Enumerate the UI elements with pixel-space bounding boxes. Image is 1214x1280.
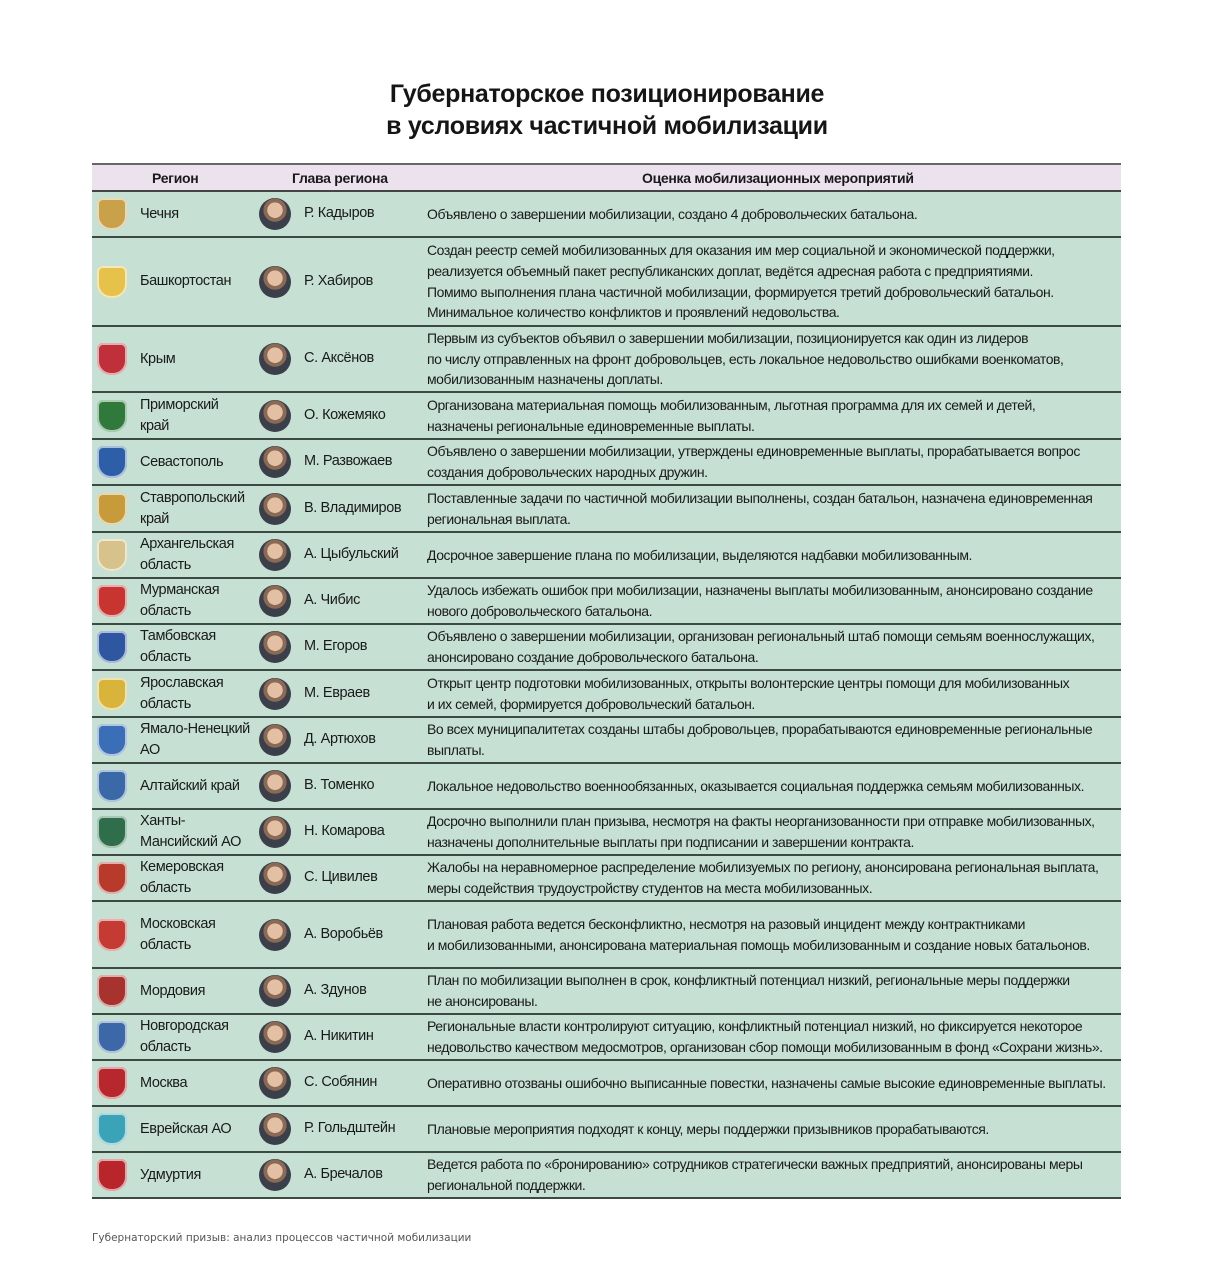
region-name: Московская область [140, 915, 216, 953]
governor-name: Р. Хабиров [304, 272, 373, 289]
governor-name: В. Томенко [304, 777, 375, 793]
assessment-text [427, 488, 1092, 529]
assessment-text [427, 395, 1035, 436]
assessment-line: Помимо выполнения плана частичной мобилизации, формируется третий добровольческий батальон. [427, 283, 1054, 300]
header-assessment: Оценка мобилизационных мероприятий [642, 170, 914, 186]
assessment-text [427, 1119, 989, 1140]
table-row [92, 625, 1121, 671]
region-emblem-icon [97, 446, 127, 478]
governor-name: А. Бречалов [304, 1166, 383, 1182]
region-emblem-icon [97, 975, 127, 1007]
governor-name: М. Евраев [304, 684, 370, 701]
table-row [92, 969, 1121, 1015]
governor-name: Р. Кадыров [304, 205, 375, 221]
assessment-line: Объявлено о завершении мобилизации, утверждены единовременные выплаты, прорабатывается вопрос [427, 443, 1080, 460]
assessment-line: меры содействия трудоустройству студентов на места мобилизованных. [427, 880, 873, 896]
table-row [92, 192, 1121, 238]
region-emblem-icon [97, 862, 127, 894]
region-emblem-icon [97, 266, 127, 298]
region-emblem-icon [97, 678, 127, 710]
assessment-line: назначены дополнительные выплаты при подписании и завершении контракта. [427, 834, 914, 850]
table-row [92, 718, 1121, 764]
assessment-line: Объявлено о завершении мобилизации, организован региональный штаб помощи семьям военнослужащих, [427, 628, 1095, 645]
assessment-line: Оперативно отозваны ошибочно выписанные повестки, назначены самые высокие единовременные выплаты. [427, 1074, 1106, 1091]
assessment-text [427, 580, 1093, 621]
region-name: Новгородская область [140, 1018, 229, 1055]
region-emblem-icon [97, 1021, 127, 1053]
region-name: Кемеровская область [140, 859, 224, 896]
region-emblem-icon [97, 770, 127, 802]
page-title [0, 78, 1214, 142]
assessment-line: Локальное недовольство военнообязанных, оказывается социальная поддержка семьям мобилизованных. [427, 777, 1085, 794]
region-name: Севастополь [140, 453, 224, 470]
assessment-line: Открыт центр подготовки мобилизованных, открыты волонтерские центры помощи для мобилизованных [427, 674, 1070, 691]
governor-portrait [259, 343, 291, 375]
governor-portrait [259, 198, 291, 230]
assessment-line: и мобилизованными, анонсирована материальная помощь мобилизованным и создание новых батальонов. [427, 936, 1090, 953]
assessment-line: План по мобилизации выполнен в срок, конфликтный потенциал низкий, региональные меры поддержки [427, 972, 1070, 989]
footer-caption: Губернаторский призыв: анализ процессов частичной мобилизации [92, 1232, 472, 1244]
assessment-line: Удалось избежать ошибок при мобилизации, назначены выплаты мобилизованным, анонсировано создание [427, 582, 1093, 599]
table-row [92, 902, 1121, 969]
region-name: Мордовия [140, 982, 206, 999]
table-row [92, 579, 1121, 625]
governor-portrait [259, 1021, 291, 1053]
assessment-line: Объявлено о завершении мобилизации, создано 4 добровольческих батальона. [427, 205, 918, 222]
assessment-text [427, 545, 972, 566]
governor-name: А. Никитин [304, 1028, 374, 1044]
assessment-line: анонсировано создание добровольческого батальона. [427, 649, 759, 665]
region-emblem-icon [97, 198, 127, 230]
assessment-text [427, 626, 1094, 667]
assessment-line: мобилизованным назначены доплаты. [427, 371, 663, 388]
governor-name: А. Чибис [304, 592, 360, 608]
region-name: Москва [140, 1074, 188, 1091]
governor-name: М. Развожаев [304, 453, 393, 469]
table-row [92, 440, 1121, 486]
assessment-text [427, 673, 1069, 714]
assessment-line: Жалобы на неравномерное распределение мобилизуемых по региону, анонсирована региональная выплата, [427, 859, 1099, 876]
governor-portrait [259, 539, 291, 571]
assessment-line: выплаты. [427, 742, 485, 758]
region-emblem-icon [97, 539, 127, 571]
governor-name: А. Цыбульский [304, 546, 399, 562]
governor-portrait [259, 1159, 291, 1191]
assessment-line: региональная выплата. [427, 510, 571, 527]
governor-portrait [259, 1113, 291, 1145]
region-emblem-icon [97, 343, 127, 375]
governor-portrait [259, 678, 291, 710]
governor-portrait [259, 862, 291, 894]
governor-portrait [259, 919, 291, 951]
governor-name: Н. Комарова [304, 823, 385, 839]
header-region: Регион [152, 170, 199, 186]
governor-portrait [259, 446, 291, 478]
assessment-line: реализуется объемный пакет республиканских доплат, ведётся адресная работа с предприятиями. [427, 262, 1033, 279]
governor-portrait [259, 493, 291, 525]
table-row [92, 856, 1121, 902]
table-row [92, 486, 1121, 533]
assessment-text [427, 811, 1095, 852]
governor-name: С. Аксёнов [304, 350, 374, 366]
region-name: Архангельская область [140, 536, 234, 573]
region-name: Ямало-Ненецкий АО [140, 721, 250, 758]
assessment-line: региональной поддержки. [427, 1177, 586, 1193]
assessment-text [427, 441, 1080, 482]
table-row [92, 1015, 1121, 1061]
region-name: Крым [140, 350, 176, 367]
assessment-text [427, 719, 1092, 760]
region-name: Мурманская область [140, 582, 220, 619]
table-row [92, 810, 1121, 856]
region-name: Приморский край [140, 396, 219, 434]
assessment-line: Плановые мероприятия подходят к концу, меры поддержки призывников прорабатываются. [427, 1120, 989, 1137]
region-emblem-icon [97, 816, 127, 848]
governor-portrait [259, 1067, 291, 1099]
governor-name: С. Собянин [304, 1074, 378, 1090]
assessment-text [427, 776, 1084, 797]
assessment-line: Региональные власти контролируют ситуацию, конфликтный потенциал низкий, но фиксируется некоторое [427, 1018, 1083, 1035]
table-header [92, 165, 1121, 192]
table-row [92, 671, 1121, 718]
governor-portrait [259, 585, 291, 617]
title-line-2: в условиях частичной мобилизации [386, 112, 828, 140]
assessment-text [427, 914, 1090, 955]
header-leader: Глава региона [292, 170, 388, 186]
region-name: Чечня [140, 205, 179, 222]
table-row [92, 764, 1121, 810]
region-name: Еврейская АО [140, 1120, 232, 1137]
governor-name: О. Кожемяко [304, 406, 386, 423]
table-row [92, 393, 1121, 440]
table-body [92, 192, 1121, 1199]
table-row [92, 1061, 1121, 1107]
assessment-text [427, 1016, 1103, 1057]
region-name: Удмуртия [140, 1166, 201, 1183]
assessment-line: Первым из субъектов объявил о завершении мобилизации, позиционируется как один из лидеров [427, 329, 1029, 346]
assessment-text [427, 857, 1098, 898]
governor-name: С. Цивилев [304, 869, 378, 885]
region-name: Ярославская область [140, 674, 224, 712]
table-row [92, 1107, 1121, 1153]
region-emblem-icon [97, 919, 127, 951]
assessment-line: нового добровольческого батальона. [427, 603, 653, 619]
assessment-line: Создан реестр семей мобилизованных для оказания им мер социальной и экономической поддержки, [427, 242, 1055, 259]
assessment-line: Ведется работа по «бронированию» сотрудников стратегически важных предприятий, анонсированы меры [427, 1156, 1083, 1173]
assessment-line: Плановая работа ведется бесконфликтно, несмотря на разовый инцидент между контрактниками [427, 915, 1026, 932]
assessment-line: Поставленные задачи по частичной мобилизации выполнены, создан батальон, назначена единовременная [427, 489, 1093, 506]
table-row [92, 327, 1121, 393]
assessment-line: по числу отправленных на фронт добровольцев, есть локальное недовольство ошибками военкоматов, [427, 350, 1064, 367]
region-emblem-icon [97, 724, 127, 756]
assessment-line: создания добровольческих народных дружин. [427, 464, 708, 480]
table-row [92, 533, 1121, 579]
governor-portrait [259, 400, 291, 432]
region-emblem-icon [97, 585, 127, 617]
governor-name: Д. Артюхов [304, 731, 376, 747]
region-emblem-icon [97, 1067, 127, 1099]
governor-portrait [259, 770, 291, 802]
governor-name: А. Здунов [304, 982, 367, 998]
table-row [92, 1153, 1121, 1199]
governor-name: В. Владимиров [304, 499, 402, 516]
assessment-line: назначены региональные единовременные выплаты. [427, 417, 755, 434]
assessment-text [427, 240, 1055, 323]
region-emblem-icon [97, 1113, 127, 1145]
governor-portrait [259, 631, 291, 663]
assessment-text [427, 1073, 1106, 1094]
title-line-1: Губернаторское позиционирование [389, 80, 825, 108]
assessment-line: Минимальное количество конфликтов и проявлений недовольства. [427, 304, 840, 321]
assessment-line: и их семей, формируется добровольческий батальон. [427, 695, 755, 712]
governor-portrait [259, 816, 291, 848]
governor-portrait [259, 975, 291, 1007]
governor-name: М. Егоров [304, 638, 368, 654]
region-name: Алтайский край [140, 777, 240, 794]
assessment-line: Досрочно выполнили план призыва, несмотря на факты неорганизованности при отправке мобилизованных, [427, 813, 1095, 830]
assessment-line: недовольство качеством медосмотров, организован сбор помощи мобилизованным в фонд «Сохрани жизнь». [427, 1039, 1103, 1055]
governor-name: А. Воробьёв [304, 925, 383, 942]
governor-name: Р. Гольдштейн [304, 1120, 396, 1136]
governor-portrait [259, 724, 291, 756]
region-name: Тамбовская область [140, 628, 216, 665]
governors-table [92, 163, 1121, 1199]
assessment-line: Досрочное завершение плана по мобилизации, выделяются надбавки мобилизованным. [427, 546, 972, 563]
region-emblem-icon [97, 400, 127, 432]
region-name: Ханты- Мансийский АО [140, 813, 242, 850]
assessment-line: не анонсированы. [427, 993, 538, 1009]
region-emblem-icon [97, 1159, 127, 1191]
region-name: Ставропольский край [140, 489, 245, 527]
table-row [92, 238, 1121, 327]
assessment-text [427, 328, 1063, 390]
assessment-line: Во всех муниципалитетах созданы штабы добровольцев, прорабатываются единовременные региональные [427, 721, 1093, 738]
assessment-line: Организована материальная помощь мобилизованным, льготная программа для их семей и детей, [427, 396, 1036, 413]
assessment-text [427, 970, 1070, 1011]
governor-portrait [259, 266, 291, 298]
assessment-text [427, 1154, 1082, 1195]
region-emblem-icon [97, 631, 127, 663]
assessment-text [427, 204, 917, 225]
region-emblem-icon [97, 493, 127, 525]
region-name: Башкортостан [140, 273, 232, 289]
